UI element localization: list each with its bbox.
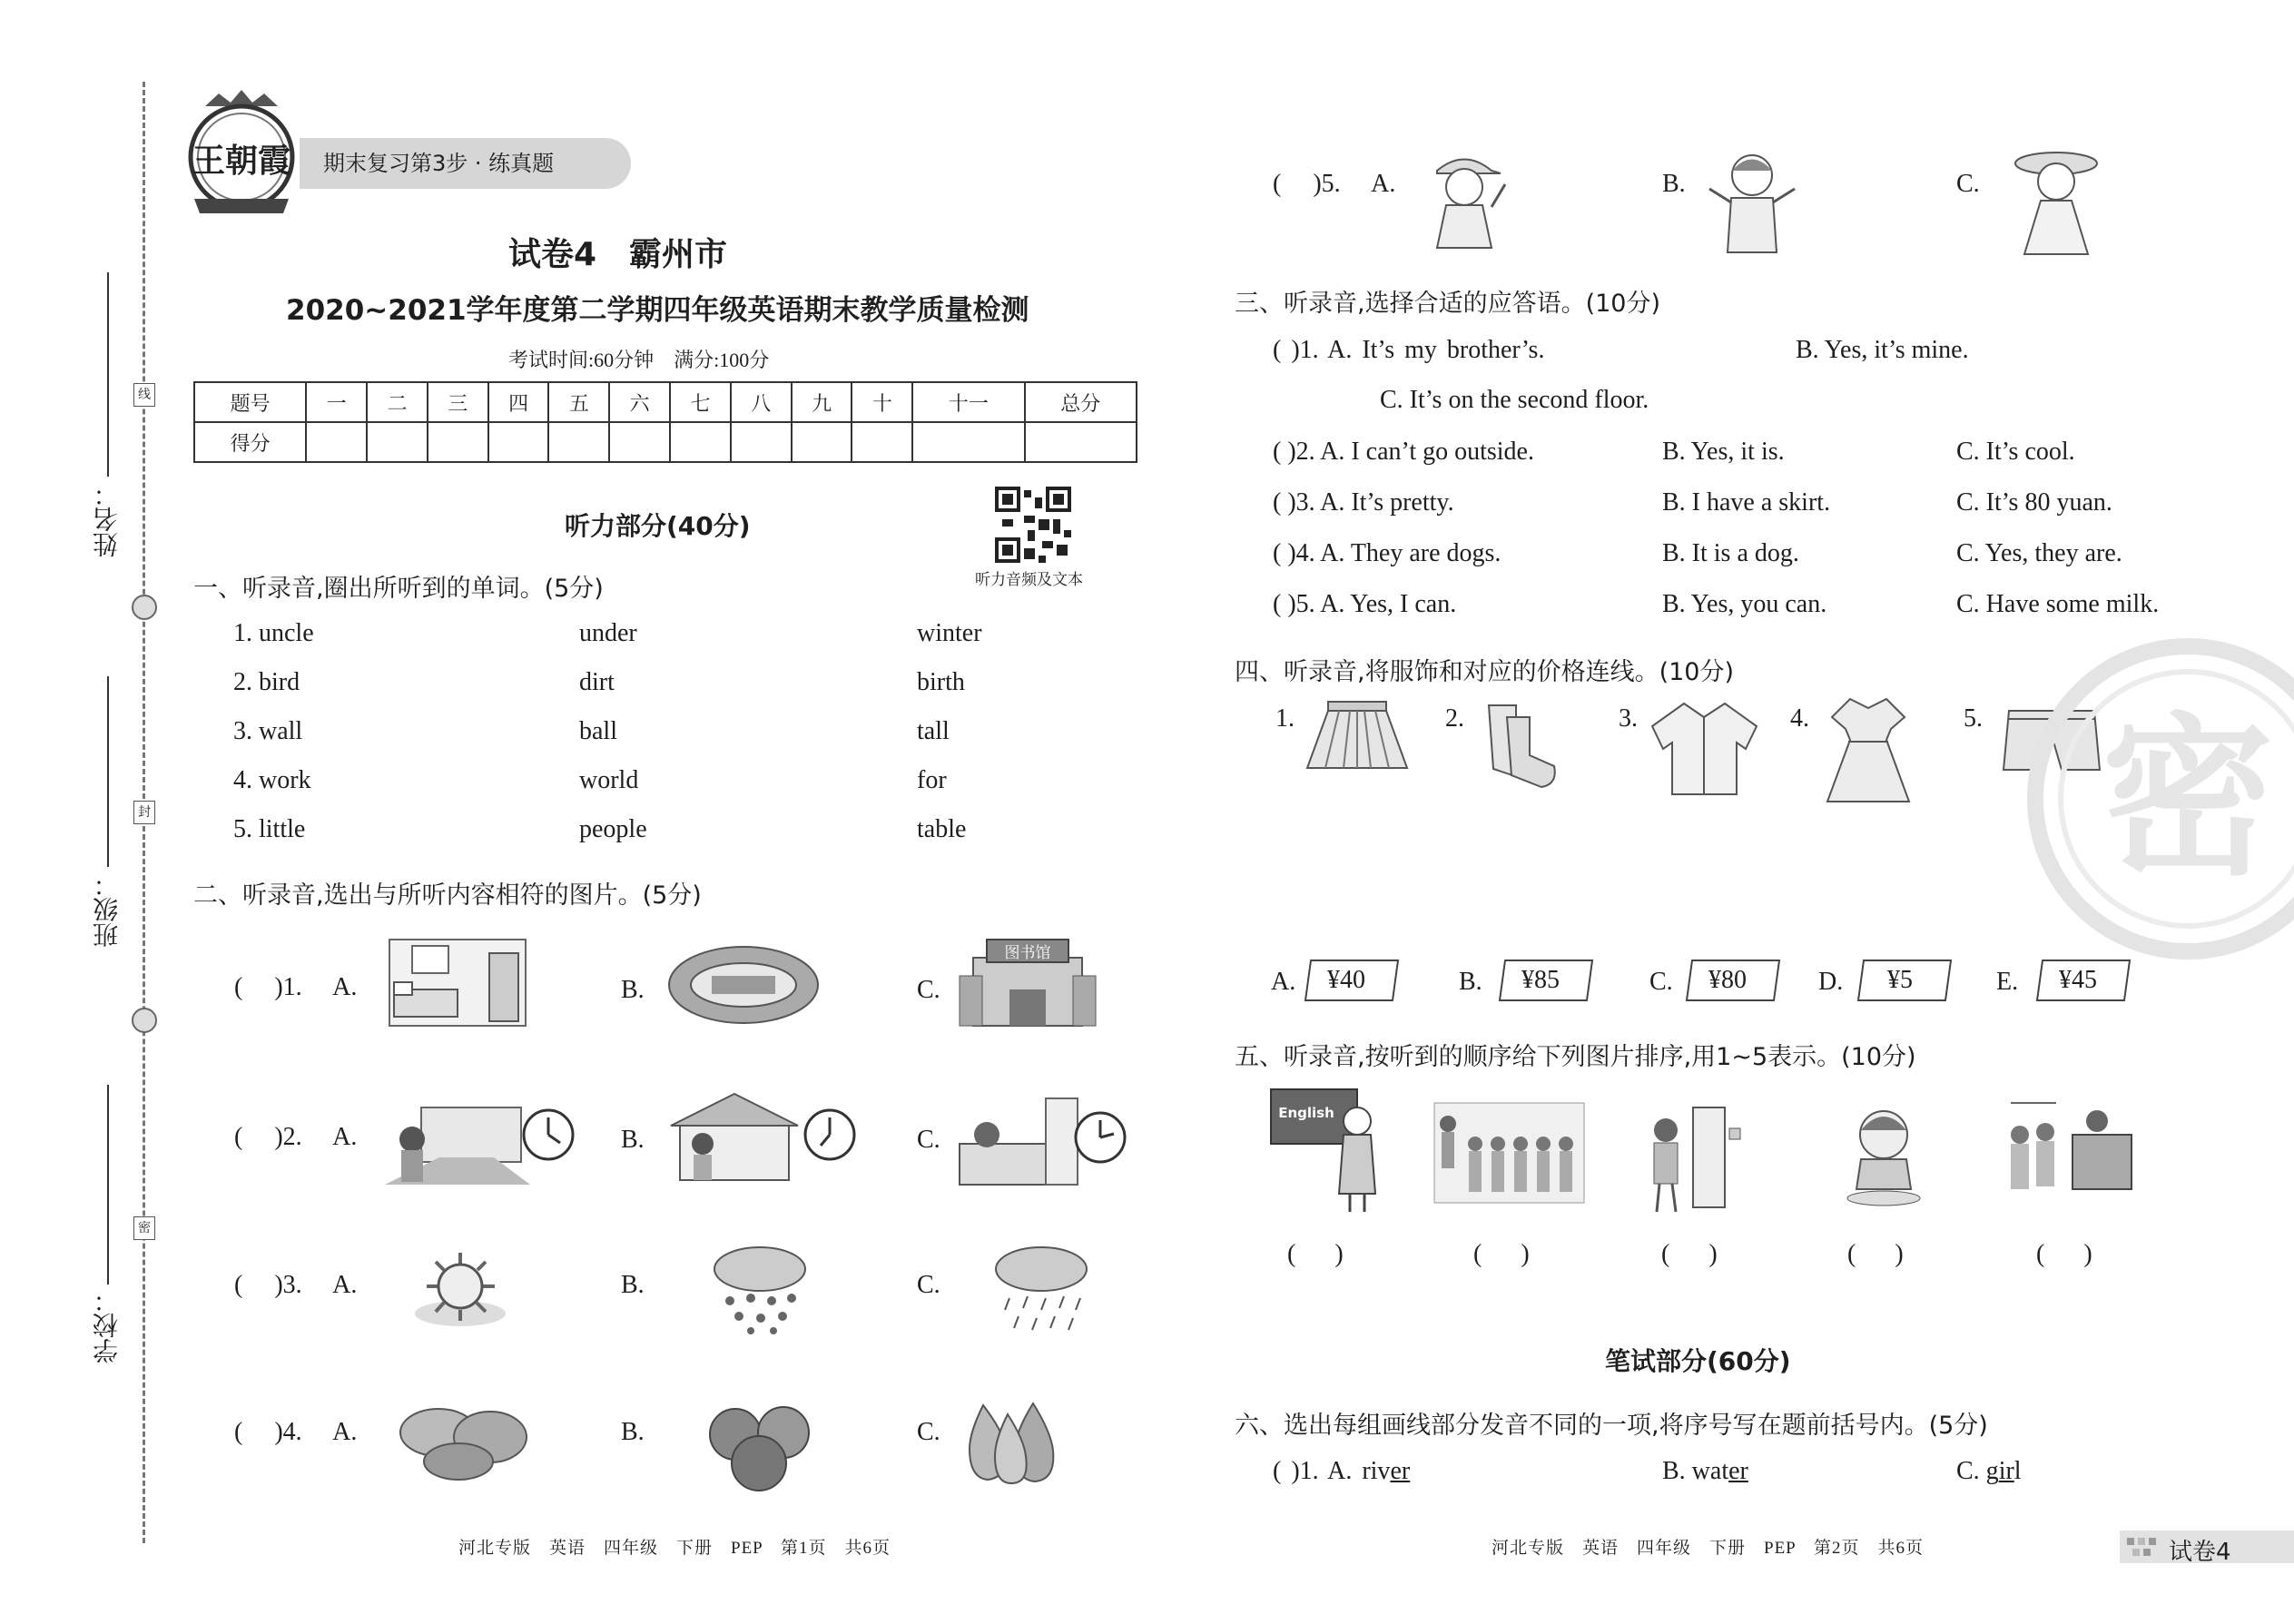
school-label: 学校：: [92, 1287, 122, 1363]
score-input-cell[interactable]: [912, 422, 1024, 462]
rainy-icon: [991, 1242, 1091, 1337]
answer-option[interactable]: C. It’s cool.: [1956, 438, 2075, 466]
score-cell: 九: [792, 382, 852, 422]
score-cell: 一: [306, 382, 367, 422]
students-music-class-icon: [2002, 1094, 2138, 1216]
score-cell: 十: [852, 382, 912, 422]
section-6-title: 六、选出每组画线部分发音不同的一项,将序号写在题前括号内。(5分): [1235, 1412, 1988, 1440]
item-number: 4.: [1790, 704, 1809, 733]
option-c-label: C.: [917, 1126, 940, 1154]
price-letter: B.: [1459, 968, 1482, 996]
price-letter: C.: [1649, 968, 1673, 996]
question-line: ( )2. A. I can’t go outside.: [1273, 438, 1534, 466]
score-cell: 六: [609, 382, 670, 422]
teacher-english-board-icon: [1266, 1085, 1384, 1216]
price-tag[interactable]: [1856, 959, 1953, 1002]
score-input-cell[interactable]: [670, 422, 731, 462]
option-c-label: C.: [917, 1418, 940, 1446]
order-answer-blank[interactable]: ( ): [1287, 1240, 1344, 1268]
class-line: [107, 676, 109, 867]
score-cell: 题号: [194, 382, 306, 422]
price-letter: A.: [1271, 968, 1296, 996]
question-line: ( )3. A. It’s pretty.: [1273, 488, 1454, 517]
cut-mark-feng: 封: [133, 801, 155, 824]
tag-dots-icon: [2127, 1538, 2160, 1556]
question-number: ( )2. A.: [234, 1123, 358, 1151]
option-c-suffix: l: [2013, 1457, 2022, 1485]
word-option[interactable]: table: [917, 815, 967, 843]
footer-left: 河北专版 英语 四年级 下册 PEP 第1页 共6页: [458, 1539, 891, 1558]
word-option[interactable]: for: [917, 766, 947, 794]
price-value: ¥40: [1327, 966, 1365, 994]
option-a-text: ( )1. A. riv: [1273, 1457, 1391, 1485]
score-table: [193, 381, 1137, 463]
answer-option[interactable]: B. Yes, you can.: [1662, 590, 1827, 618]
score-input-cell[interactable]: [609, 422, 670, 462]
footer-right: 河北专版 英语 四年级 下册 PEP 第2页 共6页: [1492, 1539, 1925, 1558]
score-input-cell[interactable]: [306, 422, 367, 462]
exam-info: 考试时间:60分钟 满分:100分: [508, 349, 770, 371]
section-3-title: 三、听录音,选择合适的应答语。(10分): [1235, 290, 1661, 318]
score-input-cell[interactable]: [367, 422, 428, 462]
word-option[interactable]: 2. bird: [233, 668, 300, 696]
score-row-label: 得分: [194, 422, 306, 462]
qr-code-icon[interactable]: [995, 487, 1071, 563]
banner: 期末复习第3步 · 练真题: [300, 138, 631, 189]
option-c-label: C.: [1956, 170, 1980, 198]
paper-tag-label: 试卷4: [2169, 1539, 2231, 1566]
answer-option[interactable]: B. Yes, it is.: [1662, 438, 1785, 466]
boy-at-door-icon: [1643, 1103, 1743, 1216]
item-number: 2.: [1445, 704, 1464, 733]
score-input-cell[interactable]: [1025, 422, 1137, 462]
item-number: 1.: [1275, 704, 1295, 733]
binding-hole: [132, 595, 157, 620]
written-part-title: 笔试部分(60分): [1605, 1346, 1791, 1376]
skirt-icon[interactable]: [1303, 697, 1412, 774]
name-line: [107, 272, 109, 477]
onions-icon: [951, 1396, 1069, 1487]
word-option[interactable]: world: [579, 766, 639, 794]
order-answer-blank[interactable]: ( ): [1847, 1240, 1904, 1268]
score-table-header-row: [194, 382, 1137, 422]
price-tag[interactable]: [1498, 959, 1594, 1002]
question-number: ( )1. A.: [234, 973, 358, 1001]
score-cell: 十一: [912, 382, 1024, 422]
price-value: ¥85: [1521, 966, 1560, 994]
item-number: 5.: [1964, 704, 1983, 733]
option-b-text: B. wat: [1662, 1457, 1729, 1485]
answer-option[interactable]: C. It’s 80 yuan.: [1956, 488, 2112, 517]
boy-school-clock-icon: [385, 1094, 576, 1185]
answer-option[interactable]: C. Yes, they are.: [1956, 539, 2122, 567]
logo-text: 王朝霞: [192, 142, 291, 180]
playground-icon: [666, 944, 821, 1026]
order-answer-blank[interactable]: ( ): [1473, 1240, 1530, 1268]
library-icon: [955, 930, 1100, 1030]
price-value: ¥5: [1887, 966, 1913, 994]
library-sign-text: 图书馆: [1004, 944, 1051, 962]
boy-eating-icon: [1838, 1103, 1929, 1207]
option-b-label: B.: [621, 976, 645, 1004]
seal-char: 密: [2101, 698, 2275, 899]
price-tag[interactable]: [2035, 959, 2132, 1002]
listening-part-title: 听力部分(40分): [565, 511, 751, 541]
socks-icon[interactable]: [1480, 701, 1561, 792]
question-line: ( )1. A. It’s my brother’s.: [1273, 336, 1545, 364]
boy-bed-clock-icon: [955, 1094, 1127, 1189]
option-b-label: B.: [621, 1418, 645, 1446]
question-number: ( )5. A.: [1273, 170, 1396, 198]
answer-option[interactable]: [1662, 1457, 1748, 1486]
section-4-title: 四、听录音,将服饰和对应的价格连线。(10分): [1235, 658, 1735, 686]
bedroom-icon: [385, 935, 530, 1030]
score-table-score-row: [194, 422, 1137, 462]
score-input-cell[interactable]: [488, 422, 549, 462]
girl-home-clock-icon: [666, 1089, 857, 1185]
underlined-part: er: [1390, 1457, 1411, 1485]
tomatoes-icon: [706, 1398, 811, 1493]
board-text: English: [1278, 1105, 1334, 1121]
word-option[interactable]: ball: [579, 717, 617, 745]
score-input-cell[interactable]: [548, 422, 609, 462]
brand-logo-icon: [178, 86, 305, 222]
students-lining-up-icon: [1430, 1098, 1589, 1207]
score-cell: 总分: [1025, 382, 1137, 422]
girl-sunhat-icon: [2006, 141, 2106, 259]
price-tag[interactable]: [1685, 959, 1781, 1002]
word-option[interactable]: birth: [917, 668, 965, 696]
answer-option[interactable]: B. It is a dog.: [1662, 539, 1799, 567]
question-number: ( )3. A.: [234, 1271, 358, 1299]
word-option[interactable]: winter: [917, 619, 982, 647]
order-answer-blank[interactable]: ( ): [1661, 1240, 1718, 1268]
snowy-icon: [710, 1242, 810, 1337]
question-line: ( )4. A. They are dogs.: [1273, 539, 1501, 567]
option-b-label: B.: [621, 1271, 645, 1299]
option-b-label: B.: [1662, 170, 1686, 198]
score-cell: 二: [367, 382, 428, 422]
option-c-label: C.: [917, 976, 940, 1004]
name-label: 姓名：: [92, 481, 122, 557]
section-5-title: 五、听录音,按听到的顺序给下列图片排序,用1~5表示。(10分): [1235, 1043, 1916, 1071]
word-option[interactable]: under: [579, 619, 637, 647]
price-letter: E.: [1996, 968, 2019, 996]
price-value: ¥80: [1708, 966, 1747, 994]
score-input-cell[interactable]: [731, 422, 792, 462]
score-cell: 八: [731, 382, 792, 422]
section-1-title: 一、听录音,圈出所听到的单词。(5分): [193, 575, 604, 603]
dress-icon[interactable]: [1823, 694, 1914, 808]
score-input-cell[interactable]: [852, 422, 912, 462]
option-c-label: C.: [917, 1271, 940, 1299]
question-line: ( )5. A. Yes, I can.: [1273, 590, 1457, 618]
girl-cap-icon: [1414, 143, 1514, 257]
price-letter: D.: [1818, 968, 1844, 996]
answer-option[interactable]: B. Yes, it’s mine.: [1796, 336, 1969, 364]
school-line: [107, 1085, 109, 1284]
class-label: 班级：: [92, 871, 122, 948]
underlined-part: er: [1728, 1457, 1748, 1485]
answer-option[interactable]: [1956, 1457, 2022, 1486]
cut-mark-mi: 密: [133, 1216, 155, 1240]
paper-tag: [2120, 1530, 2294, 1566]
word-option[interactable]: 4. work: [233, 766, 311, 794]
price-tag[interactable]: [1304, 959, 1400, 1002]
answer-option[interactable]: C. Have some milk.: [1956, 590, 2160, 618]
answer-option[interactable]: C. It’s on the second floor.: [1380, 386, 1649, 414]
word-option[interactable]: 1. uncle: [233, 619, 314, 647]
question-number: ( )4. A.: [234, 1418, 358, 1446]
option-b-label: B.: [621, 1126, 645, 1154]
score-cell: 四: [488, 382, 549, 422]
score-input-cell[interactable]: [792, 422, 852, 462]
shirt-icon[interactable]: [1648, 699, 1761, 799]
answer-option[interactable]: B. I have a skirt.: [1662, 488, 1831, 517]
paper-title: 试卷4 霸州市: [508, 236, 728, 273]
section-2-title: 二、听录音,选出与所听内容相符的图片。(5分): [193, 881, 702, 910]
word-option[interactable]: 3. wall: [233, 717, 303, 745]
cut-mark-xian: 线: [133, 383, 155, 407]
order-answer-blank[interactable]: ( ): [2036, 1240, 2092, 1268]
binding-hole: [132, 1008, 157, 1033]
paper-subtitle: 2020~2021学年度第二学期四年级英语期末教学质量检测: [286, 294, 1029, 327]
option-c-text: C. g: [1956, 1457, 1999, 1485]
item-number: 3.: [1619, 704, 1638, 733]
confidential-seal-icon: [2020, 635, 2294, 962]
potatoes-icon: [395, 1405, 531, 1482]
qr-label: 听力音频及文本: [975, 571, 1083, 588]
word-option[interactable]: 5. little: [233, 815, 306, 843]
score-cell: 五: [548, 382, 609, 422]
underlined-part: ir: [1998, 1457, 2014, 1485]
word-option[interactable]: tall: [917, 717, 950, 745]
price-value: ¥45: [2059, 966, 2097, 994]
sunny-icon: [413, 1248, 508, 1330]
score-input-cell[interactable]: [428, 422, 488, 462]
word-option[interactable]: dirt: [579, 668, 615, 696]
boy-icon: [1702, 143, 1802, 257]
word-option[interactable]: people: [579, 815, 647, 843]
score-cell: 三: [428, 382, 488, 422]
question-line: [1273, 1457, 1410, 1486]
score-cell: 七: [670, 382, 731, 422]
